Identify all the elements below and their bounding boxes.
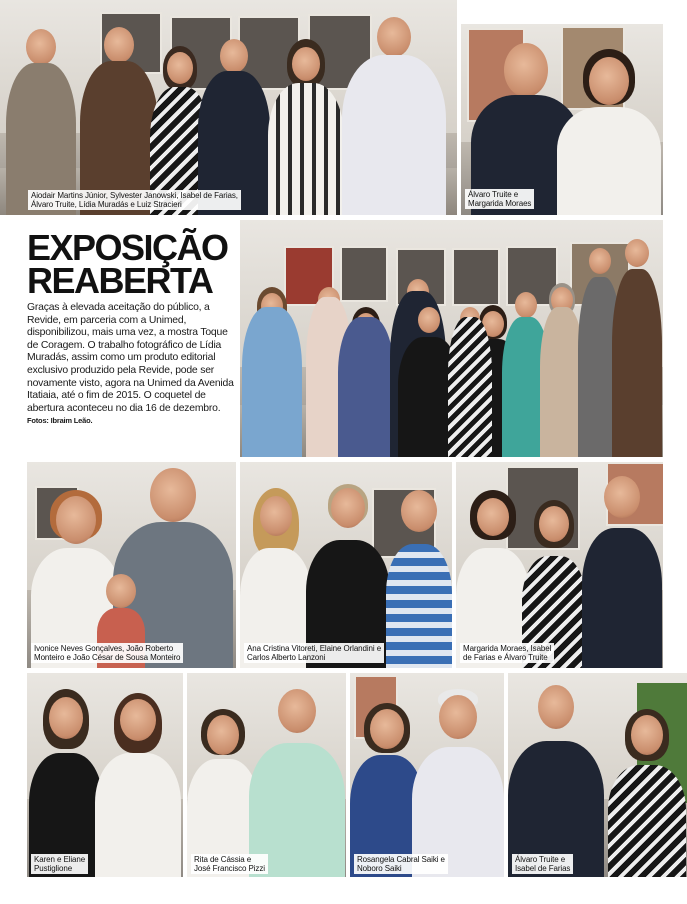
caption-photo-8 <box>191 854 268 874</box>
caption-photo-2 <box>465 189 534 209</box>
caption-line: Karen e Eliane <box>34 855 86 864</box>
photo-duo-1 <box>27 673 183 877</box>
photo-group-six <box>0 0 457 215</box>
caption-line: Aiodair Martins Júnior, Sylvester Janowski, Isabel de Farias, <box>31 191 238 200</box>
caption-line: Rosangela Cabral Saiki e <box>357 855 445 864</box>
caption-line: Carlos Alberto Lanzoni <box>247 653 326 662</box>
caption-line: de Farias e Álvaro Truite <box>463 653 548 662</box>
photo-credit: Fotos: Ibraim Leão. <box>27 416 93 426</box>
caption-line: Margarida Moraes <box>468 199 532 208</box>
caption-line: Isabel de Farias <box>515 864 571 873</box>
caption-photo-7 <box>31 854 88 874</box>
caption-line: Ivonice Neves Gonçalves, João Roberto <box>34 644 174 653</box>
headline-line-2: REABERTA <box>27 260 213 301</box>
photo-duo-2 <box>187 673 346 877</box>
caption-photo-5 <box>244 643 384 663</box>
photo-trio-2 <box>240 462 452 668</box>
article-body <box>27 302 239 428</box>
article-body-text: Graças à elevada aceitação do público, a Revide, em parceria com a Unimed, disponibilizou, mais uma vez, a mostra Toque de Coragem. O trabalho fotográfico de Lídia Muradás, assim como um produto editorial exclusivo produzido pela Revide, pode ser novamente visto, agora na Unimed da Avenida Itatiaia, até o fim de 2015. O coquetel de abertura aconteceu no dia 16 de dezembro. <box>27 302 234 414</box>
photo-duo-4 <box>508 673 687 877</box>
caption-photo-6 <box>460 643 554 663</box>
photo-trio-1 <box>27 462 236 668</box>
caption-photo-1 <box>28 190 241 210</box>
caption-line: Álvaro Truite e <box>468 190 519 199</box>
headline-line-1: EXPOSIÇÃO <box>27 227 228 268</box>
caption-photo-4 <box>31 643 183 663</box>
caption-line: Monteiro e João César de Sousa Monteiro <box>34 653 181 662</box>
caption-line: Margarida Moraes, Isabel <box>463 644 552 653</box>
caption-line: Ana Cristina Vitoreti, Elaine Orlandini e <box>247 644 382 653</box>
caption-photo-10 <box>512 854 573 874</box>
caption-line: Álvaro Truite, Lídia Muradás e Luiz Stracieri <box>31 200 182 209</box>
caption-line: Pustiglione <box>34 864 73 873</box>
article-headline <box>27 227 237 301</box>
photo-couple-1 <box>461 24 663 215</box>
photo-trio-3 <box>456 462 663 668</box>
caption-line: José Francisco Pizzi <box>194 864 265 873</box>
caption-line: Noboro Saiki <box>357 864 402 873</box>
caption-line: Álvaro Truite e <box>515 855 566 864</box>
photo-duo-3 <box>350 673 504 877</box>
caption-photo-9 <box>354 854 448 874</box>
caption-line: Rita de Cássia e <box>194 855 252 864</box>
photo-large-group <box>240 220 663 457</box>
